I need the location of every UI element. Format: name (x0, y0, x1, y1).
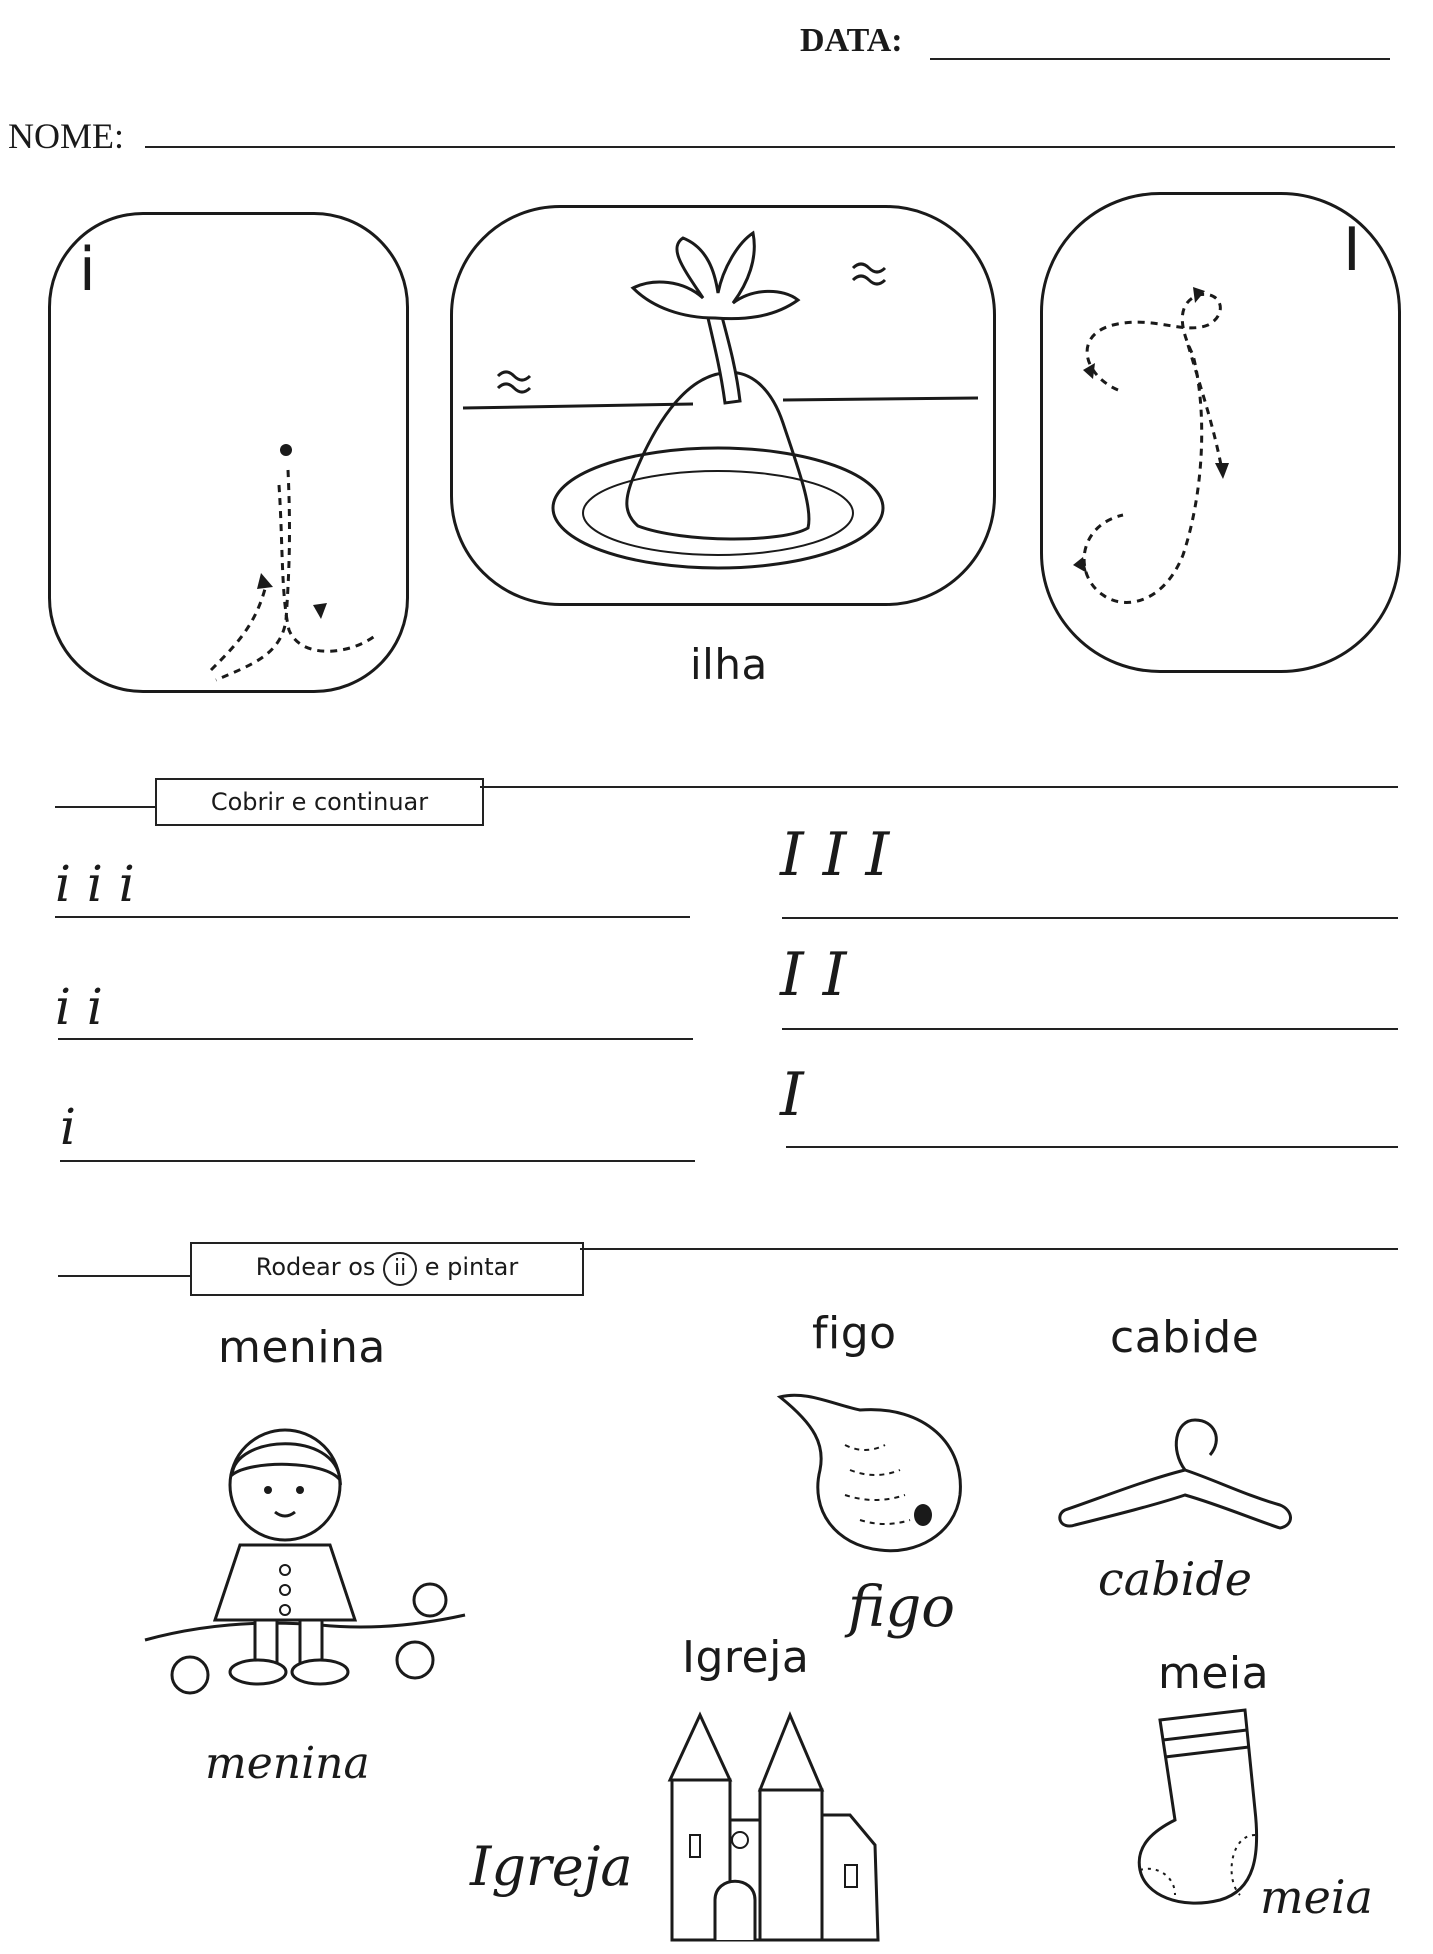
exercise1-title: Cobrir e continuar (155, 778, 484, 826)
island-palm-tree-icon (453, 208, 993, 603)
name-label: NOME: (8, 116, 124, 156)
cabide-cursive-word: cabide (1098, 1552, 1253, 1606)
uppercase-row-1-letters: I I I (780, 820, 890, 890)
uppercase-row-3-letters: I (780, 1060, 804, 1130)
uppercase-i-tracing-icon (1043, 195, 1398, 670)
lowercase-row-1-line[interactable] (55, 916, 690, 918)
exercise1-divider-right (480, 786, 1398, 788)
exercise2-title-before: Rodear os (255, 1253, 376, 1281)
island-picture-panel (450, 205, 996, 606)
lowercase-i-tracing-icon (51, 215, 406, 690)
exercise2-title-circled: ii (383, 1252, 417, 1286)
meia-cursive-word: meia (1260, 1870, 1373, 1924)
uppercase-i-print: I (1343, 215, 1361, 285)
menina-print-word: menina (218, 1322, 386, 1373)
exercise2-divider-right (580, 1248, 1398, 1250)
lowercase-i-panel (48, 212, 409, 693)
lowercase-row-2-letters: i i (55, 978, 103, 1036)
igreja-cursive-word: Igreja (470, 1835, 633, 1898)
sock-icon (1135, 1705, 1275, 1915)
uppercase-row-2-line[interactable] (782, 1028, 1398, 1030)
island-caption: ilha (690, 640, 768, 689)
uppercase-row-1-line[interactable] (782, 917, 1398, 919)
exercise2-title (190, 1242, 584, 1296)
uppercase-i-panel (1040, 192, 1401, 673)
lowercase-row-2-line[interactable] (58, 1038, 693, 1040)
exercise1-divider-left (55, 806, 155, 808)
uppercase-row-2-letters: I I (780, 940, 847, 1010)
hanger-icon (1055, 1410, 1295, 1540)
date-line[interactable] (930, 58, 1390, 60)
cabide-print-word: cabide (1110, 1312, 1260, 1363)
exercise2-divider-left (58, 1275, 190, 1277)
figo-print-word: figo (812, 1308, 897, 1359)
igreja-print-word: Igreja (682, 1632, 810, 1683)
meia-print-word: meia (1158, 1648, 1270, 1699)
fig-icon (775, 1385, 970, 1555)
lowercase-i-print: i (79, 235, 96, 305)
lowercase-row-3-letters: i (60, 1098, 76, 1156)
lowercase-row-3-line[interactable] (60, 1160, 695, 1162)
menina-cursive-word: menina (205, 1738, 370, 1789)
figo-cursive-word: figo (848, 1575, 955, 1640)
lowercase-row-1-letters: i i i (55, 855, 135, 913)
church-icon (650, 1695, 885, 1945)
girl-icon (140, 1420, 470, 1710)
exercise2-title-after: e pintar (424, 1253, 519, 1281)
uppercase-row-3-line[interactable] (786, 1146, 1398, 1148)
date-label: DATA: (800, 22, 903, 59)
name-line[interactable] (145, 146, 1395, 148)
